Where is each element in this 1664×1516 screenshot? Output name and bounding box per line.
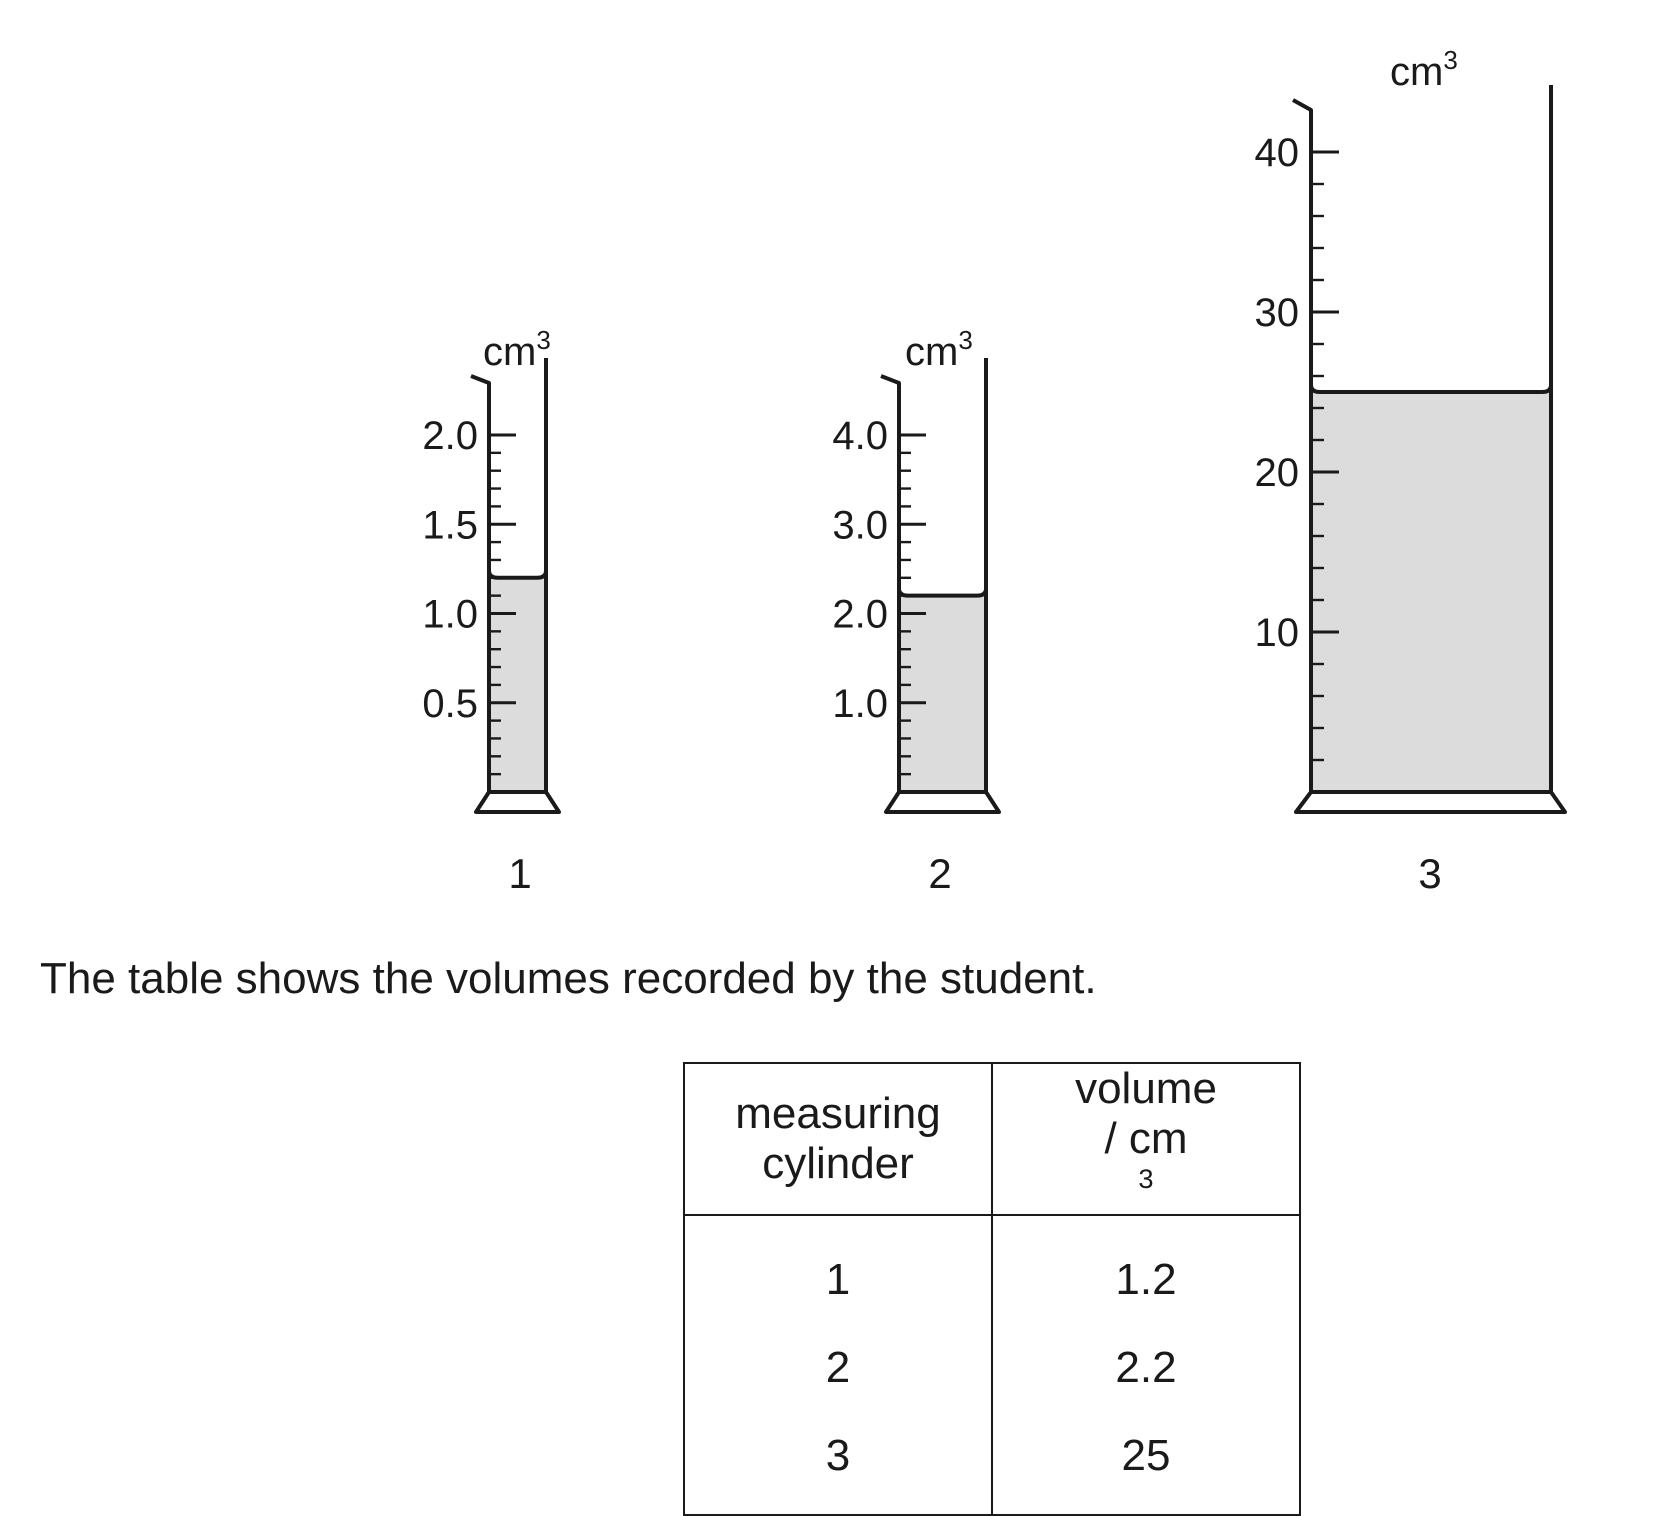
- cell-volume: 25: [992, 1412, 1300, 1515]
- cell-cylinder: 1: [684, 1215, 992, 1324]
- volume-table: [683, 1062, 1301, 1516]
- cylinder-left-wall: [1293, 100, 1311, 792]
- table-row: [684, 1324, 1300, 1412]
- tick-label: 1.5: [422, 503, 478, 548]
- cylinder-1: [422, 325, 559, 897]
- cylinder-2: [832, 325, 999, 897]
- tick-label: 2.0: [422, 414, 478, 458]
- table-row: [684, 1412, 1300, 1515]
- cylinder-number-label: 2: [928, 850, 952, 897]
- cylinder-3: [1255, 45, 1566, 897]
- meniscus-line: [899, 589, 986, 596]
- header-col1-line2: cylinder: [762, 1139, 914, 1188]
- unit-label: $cm^3$: [483, 325, 551, 374]
- tick-label: 10: [1254, 611, 1299, 655]
- tick-label: 2.0: [832, 592, 888, 637]
- unit-label: $cm^3$: [905, 325, 973, 374]
- cylinder-number-label: 1: [508, 850, 532, 897]
- header-col2-line1: volume: [1075, 1064, 1217, 1113]
- cell-cylinder: 2: [684, 1324, 992, 1412]
- tick-label: 30: [1254, 291, 1299, 335]
- header-col2-line2: [993, 1114, 1299, 1214]
- header-col1-line1: measuring: [735, 1089, 941, 1138]
- tick-label: 3.0: [832, 503, 888, 548]
- cylinder-base: [886, 792, 999, 812]
- header-measuring-cylinder: [684, 1063, 992, 1215]
- liquid: [899, 596, 986, 792]
- header-col2-unit: / cm: [1104, 1114, 1188, 1163]
- cell-volume: 1.2: [992, 1215, 1300, 1324]
- cylinder-number-label: 3: [1418, 850, 1442, 897]
- tick-label: 1.0: [422, 592, 478, 637]
- tick-label: 4.0: [832, 414, 888, 458]
- tick-label: 1.0: [832, 681, 888, 726]
- meniscus-line: [1311, 385, 1551, 392]
- table-header-row: [684, 1063, 1300, 1215]
- cell-cylinder: 3: [684, 1412, 992, 1515]
- tick-label: 0.5: [422, 681, 478, 726]
- cylinder-base: [476, 792, 559, 812]
- header-volume: [992, 1063, 1300, 1215]
- cell-volume: 2.2: [992, 1324, 1300, 1412]
- cylinder-base: [1296, 792, 1565, 812]
- table-row: [684, 1215, 1300, 1324]
- liquid: [1311, 392, 1551, 792]
- tick-label: 40: [1254, 131, 1299, 175]
- unit-label: $cm^3$: [1390, 45, 1458, 94]
- tick-label: 20: [1254, 451, 1299, 495]
- header-col2-power: 3: [1138, 1163, 1154, 1194]
- caption-text: The table shows the volumes recorded by the student.: [40, 954, 1097, 1003]
